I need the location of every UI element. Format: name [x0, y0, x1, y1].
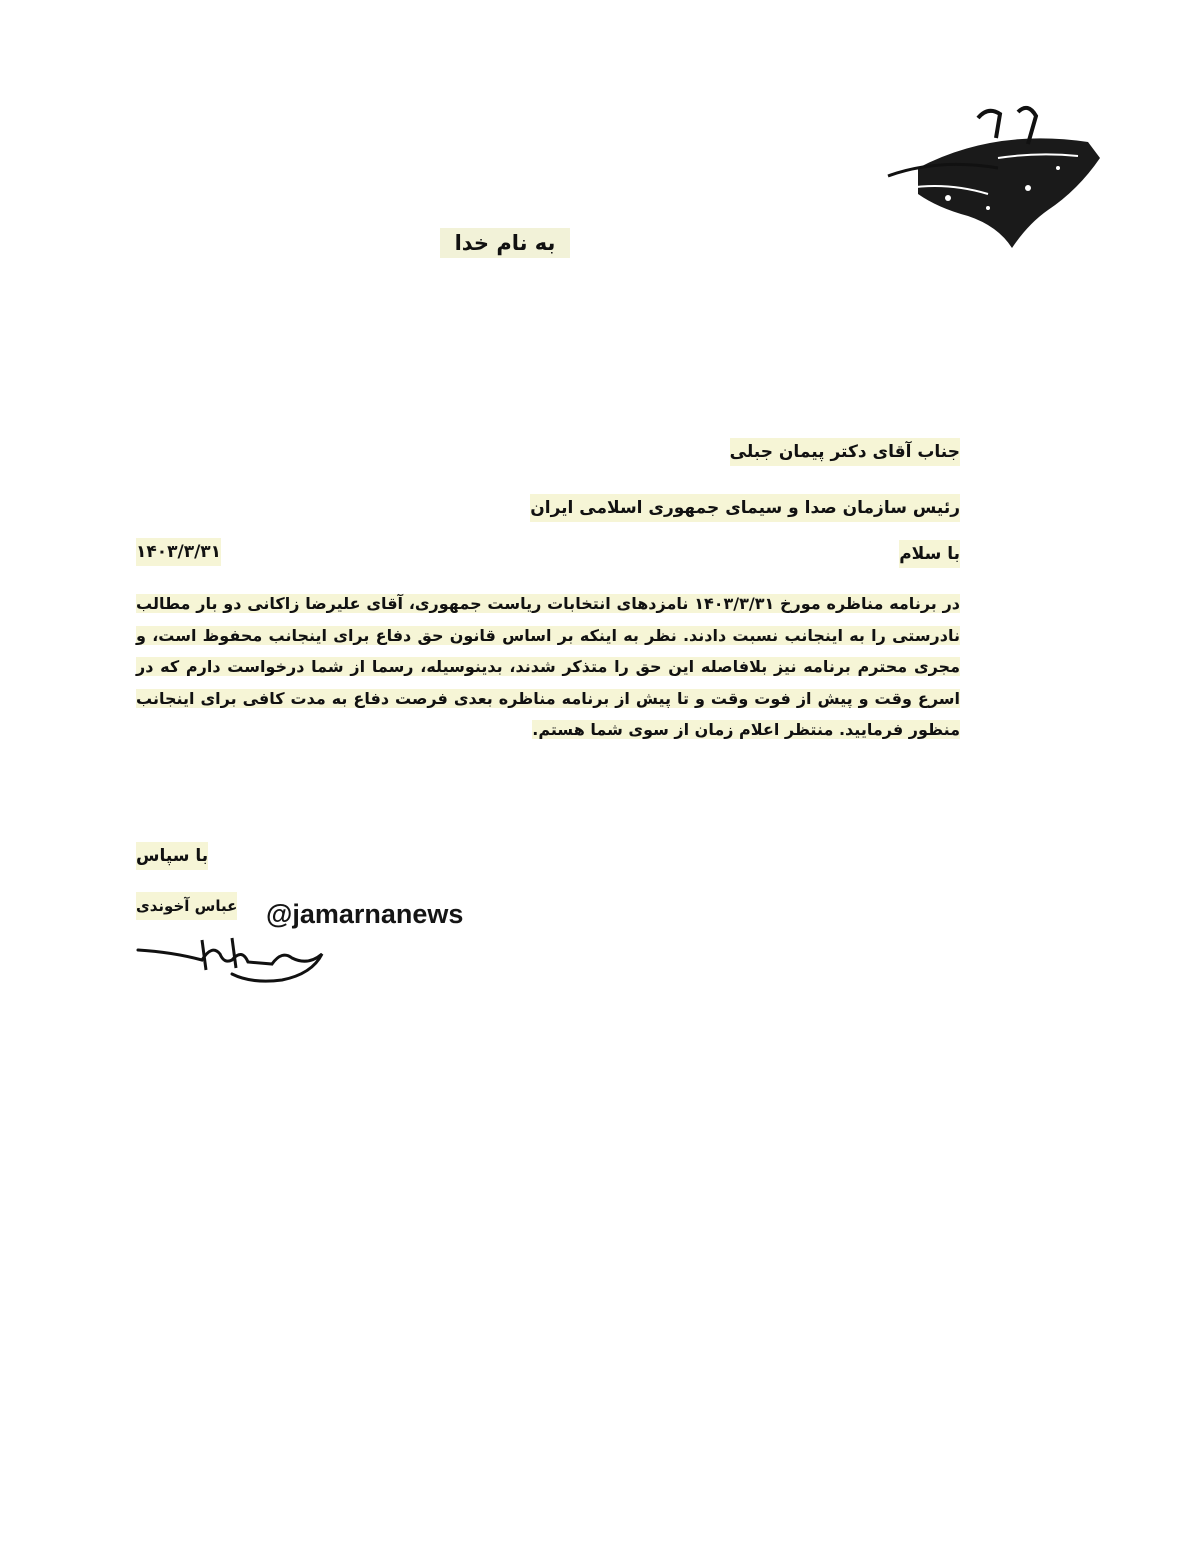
- letter-body: [136, 588, 960, 746]
- watermark-handle: @jamarnanews: [262, 897, 467, 931]
- greeting: با سلام: [899, 540, 960, 568]
- recipient-name: جناب آقای دکتر پیمان جبلی: [730, 438, 960, 466]
- recipient-title: رئیس سازمان صدا و سیمای جمهوری اسلامی ایران: [530, 494, 960, 522]
- letter-date: ۱۴۰۳/۳/۳۱: [136, 538, 221, 566]
- signer-name: عباس آخوندی: [136, 892, 237, 920]
- closing-line: با سپاس: [136, 842, 208, 870]
- basmala-heading: به نام خدا: [440, 228, 570, 258]
- letter-body-text: در برنامه مناظره مورخ ۱۴۰۳/۳/۳۱ نامزدهای انتخابات ریاست جمهوری، آقای علیرضا زاکانی دو بار مطالب نادرستی را به اینجانب نسبت دادند. نظر به اینکه بر اساس قانون حق دفاع برای اینجانب محفوظ است، و مجری محترم برنامه نیز بلافاصله این حق را متذکر شدند، بدینوسیله، رسما از شما درخواست دارم که در اسرع وقت و پیش از فوت وقت و تا پیش از برنامه مناظره بعدی فرصت دفاع به مدت کافی برای اینجانب منظور فرمایید. منتظر اعلام زمان از سوی شما هستم.: [136, 594, 960, 739]
- calligraphy-emblem-icon: [878, 98, 1110, 258]
- handwritten-signature-icon: [132, 930, 332, 990]
